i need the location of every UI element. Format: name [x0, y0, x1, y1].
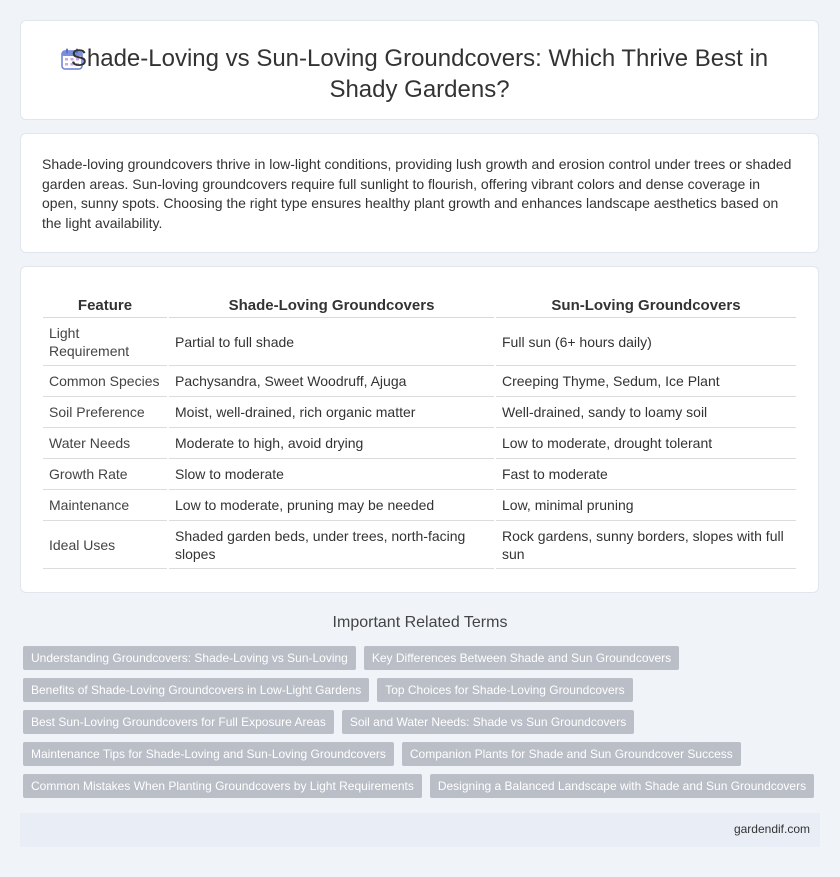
summary-card — [20, 133, 819, 253]
summary-text: Shade-loving groundcovers thrive in low-light conditions, providing lush growth and erosion control under trees or shaded garden areas. Sun-loving groundcovers require full sunlight to flourish, offering vibrant colors and dense coverage in open, sunny spots. Choosing the right type ensures healthy plant growth and enhances landscape aesthetics based on the light availability. — [42, 156, 792, 231]
table-header-row — [43, 289, 796, 318]
sun-cell: Rock gardens, sunny borders, slopes with full sun — [496, 521, 796, 569]
column-header-feature: Feature — [43, 289, 167, 318]
sun-cell: Low to moderate, drought tolerant — [496, 428, 796, 459]
related-term-tag[interactable]: Soil and Water Needs: Shade vs Sun Groundcovers — [342, 710, 634, 734]
related-term-tag[interactable]: Best Sun-Loving Groundcovers for Full Exposure Areas — [23, 710, 334, 734]
footer-site-link[interactable]: gardendif.com — [733, 822, 810, 836]
sun-cell: Creeping Thyme, Sedum, Ice Plant — [496, 366, 796, 397]
related-term-tag[interactable]: Key Differences Between Shade and Sun Groundcovers — [364, 646, 679, 670]
sun-cell: Fast to moderate — [496, 459, 796, 490]
related-term-tag[interactable]: Maintenance Tips for Shade-Loving and Sun-Loving Groundcovers — [23, 742, 394, 766]
feature-cell: Maintenance — [43, 490, 167, 521]
related-term-tag[interactable]: Top Choices for Shade-Loving Groundcovers — [377, 678, 632, 702]
column-header-sun: Sun-Loving Groundcovers — [496, 289, 796, 318]
shade-cell: Shaded garden beds, under trees, north-facing slopes — [169, 521, 494, 569]
shade-cell: Moist, well-drained, rich organic matter — [169, 397, 494, 428]
table-row — [43, 428, 796, 459]
sun-cell: Well-drained, sandy to loamy soil — [496, 397, 796, 428]
related-term-tag[interactable]: Designing a Balanced Landscape with Shade and Sun Groundcovers — [430, 774, 814, 798]
feature-cell: Growth Rate — [43, 459, 167, 490]
feature-cell: Soil Preference — [43, 397, 167, 428]
feature-cell: Common Species — [43, 366, 167, 397]
comparison-table-card — [20, 266, 819, 593]
comparison-table — [41, 289, 798, 569]
page-title: Shade-Loving vs Sun-Loving Groundcovers: Which Thrive Best in Shady Gardens? — [70, 45, 769, 103]
title-card — [20, 20, 819, 120]
related-terms-list — [23, 646, 823, 806]
related-term-tag[interactable]: Benefits of Shade-Loving Groundcovers in Low-Light Gardens — [23, 678, 369, 702]
related-term-tag[interactable]: Understanding Groundcovers: Shade-Loving vs Sun-Loving — [23, 646, 356, 670]
shade-cell: Pachysandra, Sweet Woodruff, Ajuga — [169, 366, 494, 397]
feature-cell: Ideal Uses — [43, 521, 167, 569]
table-row — [43, 459, 796, 490]
feature-cell: Water Needs — [43, 428, 167, 459]
shade-cell: Slow to moderate — [169, 459, 494, 490]
related-term-tag[interactable]: Common Mistakes When Planting Groundcovers by Light Requirements — [23, 774, 422, 798]
related-term-tag[interactable]: Companion Plants for Shade and Sun Groundcover Success — [402, 742, 741, 766]
related-terms-heading: Important Related Terms — [332, 614, 508, 631]
feature-cell: Light Requirement — [43, 318, 167, 366]
shade-cell: Moderate to high, avoid drying — [169, 428, 494, 459]
sun-cell: Low, minimal pruning — [496, 490, 796, 521]
footer — [20, 813, 820, 847]
table-row — [43, 490, 796, 521]
column-header-shade: Shade-Loving Groundcovers — [169, 289, 494, 318]
table-row — [43, 397, 796, 428]
sun-cell: Full sun (6+ hours daily) — [496, 318, 796, 366]
shade-cell: Partial to full shade — [169, 318, 494, 366]
shade-cell: Low to moderate, pruning may be needed — [169, 490, 494, 521]
table-row — [43, 318, 796, 366]
table-row — [43, 521, 796, 569]
table-row — [43, 366, 796, 397]
